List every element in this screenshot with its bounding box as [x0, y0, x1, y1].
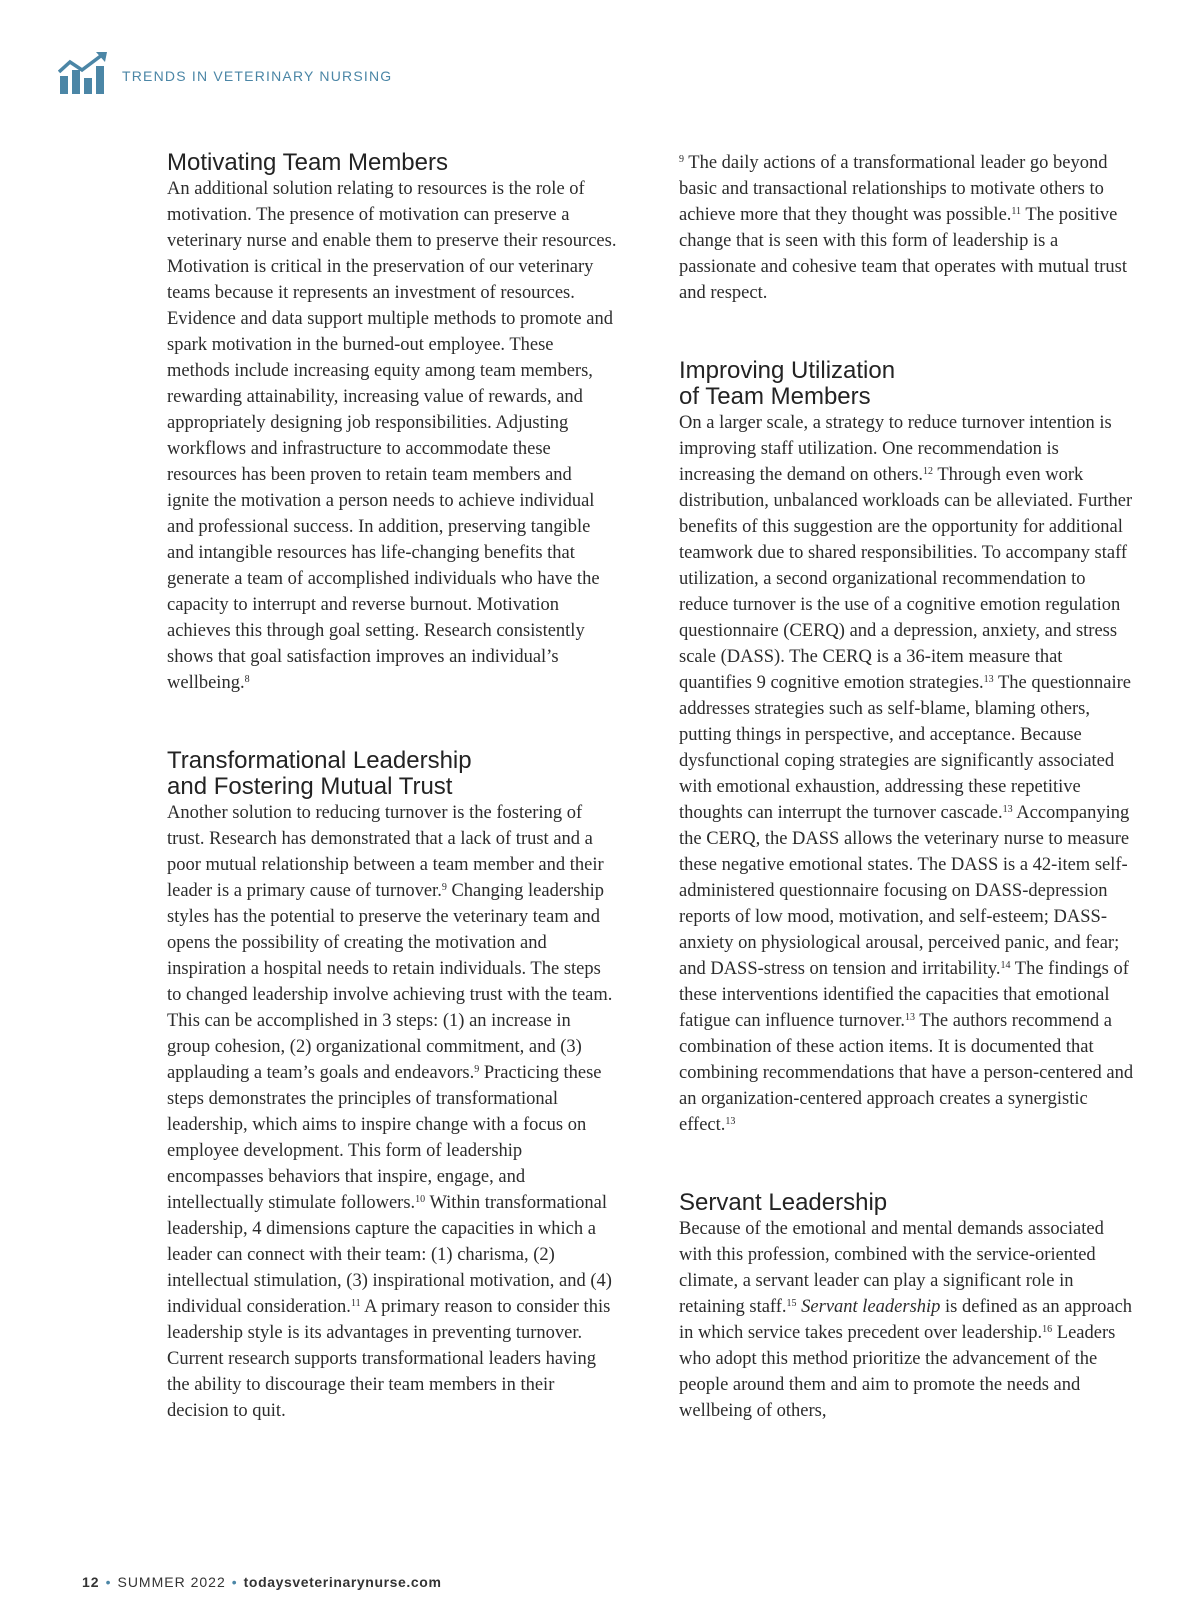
section-heading-transformational: Transformational Leadership and Fostering Mutual Trust	[167, 747, 472, 800]
citation: 13	[905, 1012, 916, 1023]
website-url: todaysveterinarynurse.com	[243, 1574, 442, 1590]
citation: 14	[1000, 960, 1011, 971]
page-number: 12	[82, 1574, 100, 1590]
section-heading-servant: Servant Leadership	[679, 1189, 888, 1216]
section-heading-motivating: Motivating Team Members	[167, 149, 448, 176]
right-column	[679, 150, 1139, 1424]
citation: 9	[679, 154, 684, 165]
citation: 12	[923, 466, 934, 477]
separator-dot: •	[231, 1574, 238, 1590]
section-heading-utilization: Improving Utilization of Team Members	[679, 357, 896, 410]
citation: 8	[244, 674, 250, 685]
citation: 13	[983, 674, 994, 685]
citation: 10	[415, 1194, 426, 1205]
citation: 11	[1011, 206, 1022, 217]
left-column	[167, 150, 617, 1424]
citation: 11	[350, 1298, 361, 1309]
page-footer	[82, 1574, 442, 1590]
paragraph-transformational: Another solution to reducing turnover is the fostering of trust. Research has demonstrated that a lack of trust and a poor mutual relationship between a team member and their leader is a primary cause of turnover.$^9$ Changing leadership styles has the potential to preserve the veterinary team and opens the possibility of creating the motivation and inspiration a hospital needs to retain individuals. The steps to changed leadership involve achieving trust with the team. This can be accomplished in 3 steps: (1) an increase in group cohesion, (2) organizational commitment, and (3) applauding a team’s goals and endeavors.$^9$ Practicing these steps demonstrates the principles of transformational leadership, which aims to inspire change with a focus on employee development. This form of leadership encompasses behaviors that inspire, engage, and intellectually stimulate followers.$^{10}$ Within transformational leadership, 4 dimensions capture the capacities in which a leader can connect with their team: (1) charisma, (2) intellectual stimulation, (3) inspirational motivation, and (4) individual consideration.$^{11}$ A primary reason to consider this leadership style is its advantages in preventing turnover. Current research supports transformational leaders having the ability to discourage their team members in their decision to quit.	[167, 803, 613, 1421]
defined-term: Servant leadership	[801, 1297, 941, 1317]
paragraph-utilization: On a larger scale, a strategy to reduce turnover intention is improving staff utilization. One recommendation is increasing the demand on others.$^{12}$ Through even work distribution, unbalanced workloads can be alleviated. Further benefits of this suggestion are the opportunity for additional teamwork due to shared responsibilities. To accompany staff utilization, a second organizational recommendation to reduce turnover is the use of a cognitive emotion regulation questionnaire (CERQ) and a depression, anxiety, and stress scale (DASS). The CERQ is a 36-item measure that quantifies 9 cognitive emotion strategies.$^{13}$ The questionnaire addresses strategies such as self-blame, blaming others, putting things in perspective, and acceptance. Because dysfunctional coping strategies are significantly associated with emotional exhaustion, addressing these repetitive thoughts can interrupt the turnover cascade.$^{13}$ Accompanying the CERQ, the DASS allows the veterinary nurse to measure these negative emotional states. The DASS is a 42-item self-administered questionnaire focusing on DASS-depression reports of low mood, motivation, and self-esteem; DASS-anxiety on physiological arousal, perceived panic, and fear; and DASS-stress on tension and irritability.$^{14}$ The findings of these interventions identified the capacities that emotional fatigue can influence turnover.$^{13}$ The authors recommend a combination of these action items. It is documented that combining recommendations that have a person-centered and an organization-centered approach creates a synergistic effect.$^{13}$	[679, 413, 1134, 1135]
paragraph-servant: Because of the emotional and mental demands associated with this profession, combined with the service-oriented climate, a servant leader can play a significant role in retaining staff.$^{15}$ Servant leadership is defined as an approach in which service takes precedent over leadership.$^{16}$ Leaders who adopt this method prioritize the advancement of the people around them and aim to promote the needs and wellbeing of others,	[679, 1219, 1133, 1421]
citation: 16	[1042, 1324, 1053, 1335]
running-head-title: TRENDS IN VETERINARY NURSING	[122, 68, 393, 84]
citation: 13	[1002, 804, 1013, 815]
running-header	[58, 52, 392, 94]
citation: 15	[786, 1298, 797, 1309]
paragraph-motivating: An additional solution relating to resources is the role of motivation. The presence of motivation can preserve a veterinary nurse and enable them to preserve their resources. Motivation is critical in the preservation of our veterinary teams because it represents an investment of resources. Evidence and data support multiple methods to promote and spark motivation in the burned-out employee. These methods include increasing equity among team members, rewarding attainability, increasing value of rewards, and appropriately designing job responsibilities. Adjusting workflows and infrastructure to accommodate these resources has been proven to retain team members and ignite the motivation a person needs to achieve individual and professional success. In addition, preserving tangible and intangible resources has life-changing benefits that generate a team of accomplished individuals who have the capacity to interrupt and reverse burnout. Motivation achieves this through goal setting. Research consistently shows that goal satisfaction improves an individual’s wellbeing.$^8$	[167, 179, 617, 693]
paragraph-transformational-continued: $^9$ The daily actions of a transformational leader go beyond basic and transactional relationships to motivate others to achieve more that they thought was possible.$^{11}$ The positive change that is seen with this form of leadership is a passionate and cohesive team that operates with mutual trust and respect.	[679, 153, 1127, 303]
separator-dot: •	[105, 1574, 112, 1590]
citation: 13	[725, 1116, 736, 1127]
citation: 9	[474, 1064, 480, 1075]
bar-chart-trend-icon	[58, 52, 108, 94]
citation: 9	[441, 882, 447, 893]
issue-label: SUMMER 2022	[117, 1574, 226, 1590]
